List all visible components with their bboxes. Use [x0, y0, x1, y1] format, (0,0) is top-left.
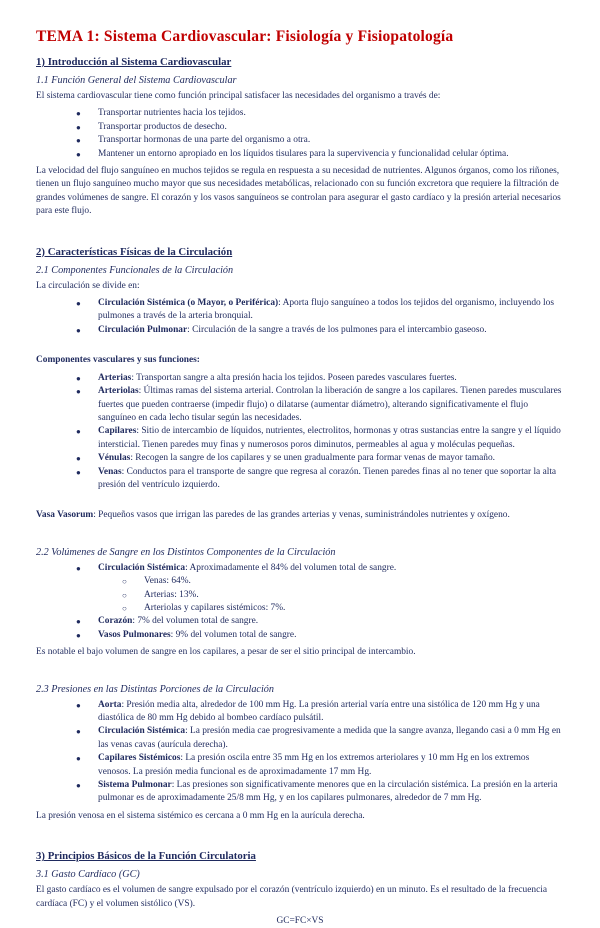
paragraph: Componentes vasculares y sus funciones:	[36, 355, 200, 366]
bullet-item	[36, 466, 564, 493]
bullet-text	[98, 779, 564, 806]
bullet-rest-text: : Presión media alta, alrededor de 100 mm Hg. La presión arterial varía entre una sistólica de 120 mm Hg y una diastólica de 80 mm Hg debido al bombeo cardíaco pulsátil.	[98, 699, 540, 723]
bullet-rest-text: : La presión media cae progresivamente a medida que la sangre avanza, llegando casi a 0 mm Hg en las venas cavas (aurícula derecha).	[98, 726, 561, 750]
paragraph: El sistema cardiovascular tiene como función principal satisfacer las necesidades del organismo a través de:	[36, 91, 441, 101]
bullet-text: Transportar hormonas de una parte del organismo a otra.	[98, 135, 311, 146]
bullet-text: Transportar nutrientes hacia los tejidos.	[98, 108, 246, 119]
bullet-rest-text: : Sitio de intercambio de líquidos, nutrientes, electrolitos, hormonas y otras sustancias entre la sangre y el líquido intersticial. Tienen paredes muy finas y numerosos poros diminutos, permeables al agua y moléculas pequeñas.	[98, 426, 561, 450]
empty-line	[36, 337, 564, 350]
bullet-item	[36, 589, 564, 602]
paragraph: La circulación se divide en:	[36, 280, 140, 291]
bullet-item	[36, 602, 564, 615]
subsection-heading: 2.1 Componentes Funcionales de la Circulación	[36, 264, 234, 276]
bullet-item	[36, 629, 564, 642]
disc-bullet-icon: ●	[76, 563, 81, 573]
disc-bullet-icon: ●	[76, 700, 81, 710]
bullet-list	[36, 699, 564, 806]
bullet-lead-term: Circulación Sistémica	[98, 562, 186, 573]
bullet-text	[98, 725, 564, 752]
bullet-list	[36, 107, 564, 161]
disc-bullet-icon: ●	[76, 136, 81, 146]
bullet-text	[98, 385, 564, 425]
bullet-text: Venas: 64%.	[144, 576, 191, 587]
bullet-text: Arterias: 13%.	[144, 589, 199, 600]
bullet-lead-term: Arteriolas	[98, 386, 139, 397]
bullet-item	[36, 725, 564, 752]
bullet-rest-text: : La presión oscila entre 35 mm Hg en los extremos arteriolares y 10 mm Hg en los extremos venosos. La presión media funcional es de aproximadamente 17 mm Hg.	[98, 753, 530, 777]
subsection-heading: 3.1 Gasto Cardíaco (GC)	[36, 869, 140, 881]
empty-line	[36, 527, 564, 540]
bullet-rest-text: : Últimas ramas del sistema arterial. Controlan la liberación de sangre a los capilares. Tienen paredes musculares fuertes que pueden contraerse (impedir flujo) o dilatarse (aumentar diámetro), alterando significativamente el flujo sanguíneo en cada lecho tisular según las necesidades.	[98, 386, 562, 423]
bullet-item	[36, 575, 564, 588]
disc-bullet-icon: ●	[76, 617, 81, 627]
bullet-text	[98, 562, 564, 575]
section-heading: 1) Introducción al Sistema Cardiovascular	[36, 56, 232, 68]
bullet-text: Transportar productos de desecho.	[98, 121, 227, 132]
disc-bullet-icon: ●	[76, 109, 81, 119]
bullet-rest-text: : Aproximadamente el 84% del volumen total de sangre.	[185, 562, 397, 573]
bullet-lead-term: Vasos Pulmonares	[98, 629, 171, 640]
bullet-text	[98, 466, 564, 493]
bullet-rest-text: : Transportan sangre a alta presión hacia los tejidos. Poseen paredes vasculares fuertes.	[131, 372, 457, 383]
bullet-item	[36, 779, 564, 806]
bullet-lead-term: Corazón	[98, 616, 133, 627]
disc-bullet-icon: ●	[76, 630, 81, 640]
disc-bullet-icon: ●	[76, 454, 81, 464]
empty-line	[36, 664, 564, 677]
paragraph: Es notable el bajo volumen de sangre en los capilares, a pesar de ser el sitio principal de intercambio.	[36, 647, 416, 658]
bullet-item	[36, 148, 564, 161]
empty-line	[36, 223, 564, 236]
bullet-lead-term: Aorta	[98, 699, 122, 710]
bullet-item	[36, 121, 564, 134]
paragraph-text: : Pequeños vasos que irrigan las paredes de las grandes arterias y venas, suministrándoles nutrientes y oxígeno.	[93, 510, 510, 521]
section-heading: 3) Principios Básicos de la Función Circulatoria	[36, 850, 256, 863]
paragraph: El gasto cardíaco es el volumen de sangre expulsado por el corazón (ventrículo izquierdo) en un minuto. Es el resultado de la frecuencia cardíaca (FC) y el volumen sistólico (VS).	[36, 885, 548, 909]
bullet-item	[36, 324, 564, 337]
bullet-lead-term: Circulación Sistémica (o Mayor, o Periférica)	[98, 298, 279, 309]
bullet-text	[98, 615, 564, 628]
bullet-rest-text: : Circulación de la sangre a través de los pulmones para el intercambio gaseoso.	[187, 324, 487, 335]
paragraph: La presión venosa en el sistema sistémico es cercana a 0 mm Hg en la aurícula derecha.	[36, 810, 365, 821]
bullet-text	[98, 372, 564, 385]
paragraph	[36, 509, 564, 522]
bullet-lead-term: Vénulas	[98, 453, 131, 464]
bullet-list	[36, 562, 564, 642]
disc-bullet-icon: ●	[76, 754, 81, 764]
bullet-rest-text: : Conductos para el transporte de sangre que regresa al corazón. Tienen paredes finas al no tener que soportar la alta presión del ventrículo izquierdo.	[98, 466, 557, 490]
bullet-lead-term: Circulación Pulmonar	[98, 324, 188, 335]
bullet-rest-text: : 9% del volumen total de sangre.	[170, 629, 297, 640]
disc-bullet-icon: ●	[76, 299, 81, 309]
bullet-item	[36, 134, 564, 147]
circle-bullet-icon: ○	[122, 603, 127, 613]
subsection-heading: 2.2 Volúmenes de Sangre en los Distintos Componentes de la Circulación	[36, 546, 336, 558]
bullet-text	[98, 452, 564, 465]
bullet-item	[36, 297, 564, 324]
page-title: TEMA 1: Sistema Cardiovascular: Fisiología y Fisiopatología	[36, 28, 454, 45]
bullet-text	[98, 324, 564, 337]
bullet-rest-text: : Las presiones son significativamente menores que en la circulación sistémica. La presión en la arteria pulmonar es de aproximadamente 25/8 mm Hg, y en los capilares pulmonares, alrededor de 7 mm Hg.	[98, 780, 558, 804]
bullet-text	[98, 699, 564, 726]
subsection-heading: 2.3 Presiones en las Distintas Porciones de la Circulación	[36, 683, 274, 695]
bullet-text	[98, 297, 564, 324]
disc-bullet-icon: ●	[76, 387, 81, 397]
bullet-text	[98, 425, 564, 452]
bullet-lead-term: Capilares Sistémicos	[98, 753, 181, 764]
bullet-lead-term: Capilares	[98, 426, 137, 437]
bullet-text: Mantener un entorno apropiado en los líquidos tisulares para la supervivencia y funcionalidad celular óptima.	[98, 148, 509, 159]
disc-bullet-icon: ●	[76, 467, 81, 477]
bullet-rest-text: : 7% del volumen total de sangre.	[132, 616, 259, 627]
paragraph: La velocidad del flujo sanguíneo en muchos tejidos se regula en respuesta a su necesidad de nutrientes. Algunos órganos, como los riñones, tienen un flujo sanguíneo mucho mayor que sus necesidades metabólicas, relacionado con su función excretora que requiere la filtración de grandes volúmenes de sangre. El corazón y los vasos sanguíneos se controlan para asegurar el gasto cardíaco y la presión arterial necesarios para este flujo.	[36, 166, 561, 217]
paragraph-lead-term: Vasa Vasorum	[36, 510, 94, 521]
circle-bullet-icon: ○	[122, 577, 127, 587]
disc-bullet-icon: ●	[76, 781, 81, 791]
disc-bullet-icon: ●	[76, 373, 81, 383]
subsection-heading: 1.1 Función General del Sistema Cardiovascular	[36, 75, 237, 86]
bullet-item	[36, 752, 564, 779]
bullet-item	[36, 385, 564, 425]
section-heading: 2) Características Físicas de la Circulación	[36, 245, 233, 258]
bullet-text	[98, 629, 564, 642]
disc-bullet-icon: ●	[76, 727, 81, 737]
bullet-item	[36, 562, 564, 575]
disc-bullet-icon: ●	[76, 122, 81, 132]
formula: GC=FC×VS	[276, 916, 324, 927]
bullet-rest-text: : Recogen la sangre de los capilares y se unen gradualmente para formar venas de mayor tamaño.	[130, 453, 496, 464]
bullet-item	[36, 699, 564, 726]
bullet-text: Arteriolas y capilares sistémicos: 7%.	[144, 602, 286, 613]
bullet-list	[36, 297, 564, 337]
bullet-text	[98, 752, 564, 779]
bullet-item	[36, 372, 564, 385]
empty-line	[36, 827, 564, 840]
bullet-item	[36, 425, 564, 452]
bullet-item	[36, 107, 564, 120]
bullet-lead-term: Circulación Sistémica	[98, 726, 186, 737]
circle-bullet-icon: ○	[122, 590, 127, 600]
disc-bullet-icon: ●	[76, 427, 81, 437]
bullet-rest-text: : Aporta flujo sanguíneo a todos los tejidos del organismo, incluyendo los pulmones a través de la arteria bronquial.	[98, 298, 554, 322]
empty-line	[36, 492, 564, 505]
bullet-item	[36, 452, 564, 465]
bullet-lead-term: Arterias	[98, 372, 132, 383]
bullet-lead-term: Sistema Pulmonar	[98, 780, 172, 791]
disc-bullet-icon: ●	[76, 149, 81, 159]
bullet-item	[36, 615, 564, 628]
bullet-list	[36, 372, 564, 493]
bullet-lead-term: Venas	[98, 466, 122, 477]
disc-bullet-icon: ●	[76, 325, 81, 335]
